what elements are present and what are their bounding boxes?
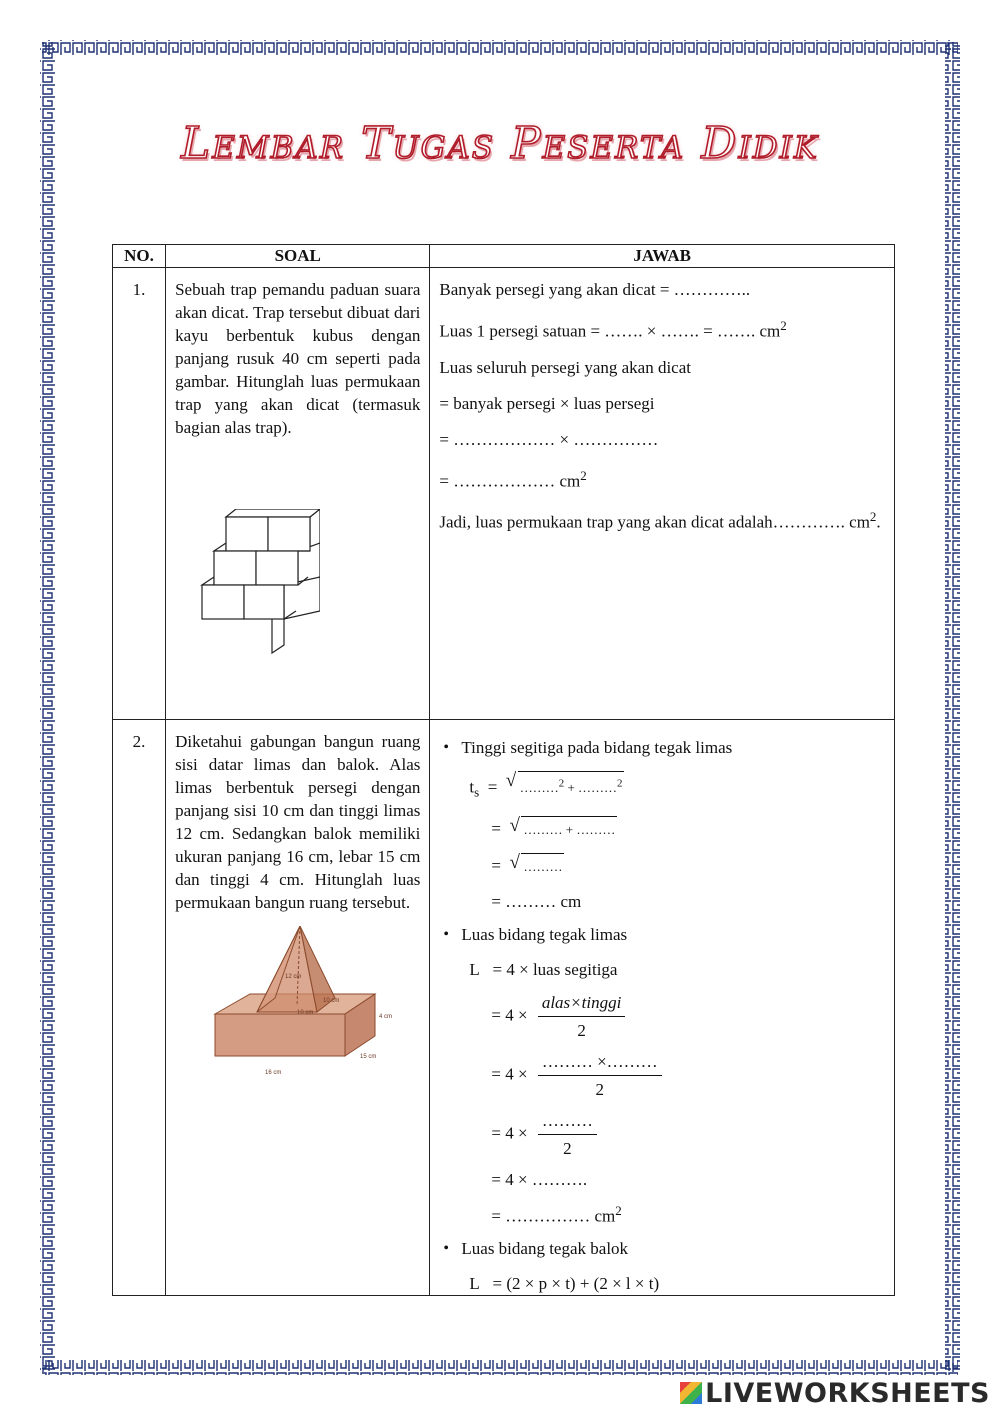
ts-result[interactable]: = ……… cm (491, 891, 582, 911)
label-limas-height: 12 cm (285, 974, 302, 980)
answer-area-2 (430, 720, 895, 1296)
ts-formula[interactable]: $t_s$ = √ ………$^2$ + ………$^2$ (469, 770, 623, 800)
answer-line[interactable]: Banyak persegi yang akan dicat = ………….. (439, 280, 751, 299)
header-no: NO. (113, 245, 166, 268)
label-balok-length: 16 cm (265, 1070, 282, 1076)
label-alas: 10 cm (297, 1010, 314, 1016)
limas-step-2: = 4 × $\frac{\text{alas×tinggi}}{2}$ (439, 991, 885, 1042)
question-number: 1. (113, 268, 166, 720)
label-balok-width: 15 cm (360, 1054, 377, 1060)
ts-step-3[interactable]: = √ ……… (439, 853, 885, 878)
header-jawab: JAWAB (430, 245, 895, 268)
answer-line: = banyak persegi × luas persegi (439, 393, 655, 413)
worksheet-table (112, 244, 895, 1296)
limas-step-6[interactable]: = …………… $cm^2$ (491, 1202, 622, 1226)
table-row (113, 268, 895, 720)
question-1-text: Sebuah trap pemandu paduan suara akan dicat. Trap tersebut dibuat dari kayu berbentuk kubus dengan panjang rusuk 40 cm seperti pada gambar. Hitunglah luas permukaan trap yang akan dicat (termasuk bagian alas trap). (175, 280, 421, 437)
limas-step-1: L = 4 × luas segitiga (469, 959, 618, 979)
question-text (166, 268, 430, 720)
balok-step-1: L = (2 × p × t) + (2 × l × t) (469, 1274, 660, 1294)
ts-step-2[interactable]: = √ ……… + ……… (439, 816, 885, 841)
answer-line: Luas seluruh persegi yang akan dicat (439, 357, 691, 377)
answer-area-1 (430, 268, 895, 720)
table-row (113, 720, 895, 1296)
header-soal: SOAL (166, 245, 430, 268)
bullet-luas-balok-title: • Luas bidang tegak balok (439, 1237, 885, 1260)
logo-icon (680, 1382, 702, 1404)
label-balok-height: 4 cm (379, 1014, 393, 1020)
liveworksheets-logo: LIVEWORKSHEETS (680, 1378, 990, 1409)
stair-cubes-figure (200, 509, 320, 669)
answer-line[interactable]: = ……………… × …………… (439, 429, 659, 449)
pyramid-on-box-figure (205, 926, 395, 1096)
sqrt-expression-1[interactable]: √ ………$^2$ + ………$^2$ (506, 771, 625, 799)
limas-step-5[interactable]: = 4 × ………. (491, 1169, 588, 1189)
table-header-row (113, 245, 895, 268)
bullet-luas-limas-title: • Luas bidang tegak limas (439, 923, 885, 946)
label-alas-width: 10 cm (323, 998, 340, 1004)
answer-line[interactable]: Luas 1 persegi satuan = ……. × ……. = ……. $cm^2$ (439, 318, 787, 341)
limas-step-4[interactable]: = 4 × $\frac{\dots\dots\dots}{2}$ (439, 1109, 885, 1160)
bullet-ts-title: • Tinggi segitiga pada bidang tegak limas (439, 736, 885, 759)
limas-step-3[interactable]: = 4 × $\frac{\dots\dots\dots \times\dots\dots\dots}{2}$ (439, 1050, 885, 1101)
answer-conclusion[interactable]: Jadi, luas permukaan trap yang akan dicat adalah…………. $cm^2$. (439, 509, 881, 532)
question-text (166, 720, 430, 1296)
question-2-text: Diketahui gabungan bangun ruang sisi datar limas dan balok. Alas limas berbentuk persegi dengan panjang sisi 10 cm dan tinggi limas 12 cm. Sedangkan balok memiliki ukuran panjang 16 cm, lebar 15 cm dan tinggi 4 cm. Hitunglah luas permukaan bangun ruang tersebut. (175, 732, 421, 912)
answer-line[interactable]: = ……………… $cm^2$ (439, 467, 587, 491)
worksheet-title: Lembar Tugas Peserta Didik (181, 118, 819, 169)
question-number: 2. (113, 720, 166, 1296)
